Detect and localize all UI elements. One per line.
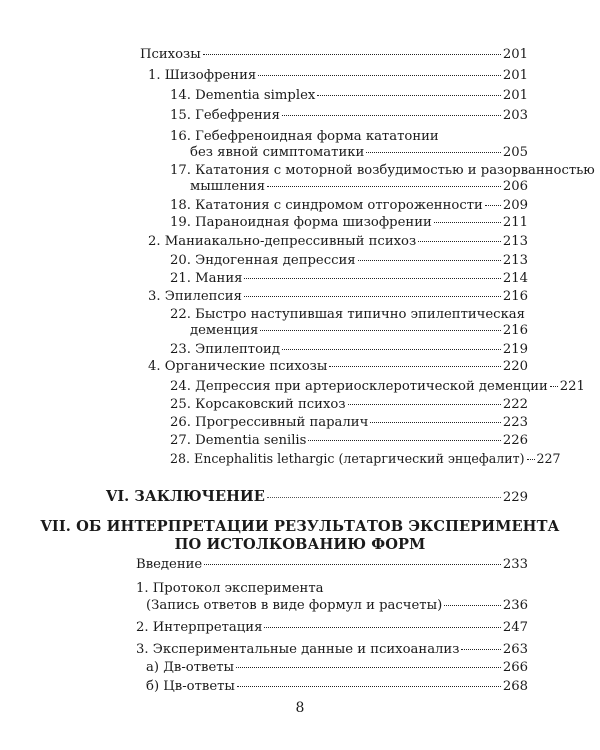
toc-entry-title: 15. Гебефрения xyxy=(170,108,280,123)
toc-entry-title: 24. Депрессия при артериосклеротической деменции xyxy=(170,379,548,394)
toc-entry-page: 211 xyxy=(502,215,528,230)
dot-leader xyxy=(358,259,501,261)
toc-entry-title: 28. Encephalitis lethargic (летаргический энцефалит) xyxy=(170,451,525,466)
toc-entry xyxy=(136,641,528,659)
dot-leader xyxy=(260,329,500,331)
toc-entry-page: 266 xyxy=(502,660,528,675)
toc-entry xyxy=(170,432,528,450)
toc-entry-page: 213 xyxy=(502,253,528,268)
toc-entry-title-cont: деменция xyxy=(190,323,259,338)
toc-entry-title-cont: без явной симптоматики xyxy=(190,145,365,160)
toc-entry xyxy=(170,87,528,105)
toc-entry xyxy=(170,450,561,468)
toc-entry-page: 268 xyxy=(502,679,528,694)
toc-entry-page: 263 xyxy=(502,642,528,657)
toc-entry xyxy=(170,214,528,232)
dot-leader xyxy=(203,53,501,55)
toc-entry-page: 220 xyxy=(502,359,528,374)
toc-entry xyxy=(170,107,528,125)
toc-entry-title: 18. Кататония с синдромом отгороженности xyxy=(170,198,483,213)
toc-entry xyxy=(148,67,528,85)
dot-leader xyxy=(418,240,501,242)
section-7-heading-line1: VII. ОБ ИНТЕРПРЕТАЦИИ РЕЗУЛЬТАТОВ ЭКСПЕРИМЕНТА xyxy=(40,518,560,535)
toc-entry xyxy=(170,252,528,270)
dot-leader xyxy=(461,648,500,650)
toc-entry xyxy=(146,597,528,615)
toc-entry-title: 25. Корсаковский психоз xyxy=(170,397,346,412)
toc-entry-title: 27. Dementia senilis xyxy=(170,433,307,448)
dot-leader xyxy=(282,348,501,350)
toc-entry xyxy=(190,178,528,196)
toc-entry-title: 2. Маниакально-депрессивный психоз xyxy=(148,234,417,249)
toc-entry-title: 1. Протокол эксперимента xyxy=(136,581,324,596)
dot-leader xyxy=(370,421,501,423)
toc-entry xyxy=(190,144,528,162)
toc-entry-page: 222 xyxy=(502,397,528,412)
toc-entry-page: 223 xyxy=(502,415,528,430)
toc-entry-page: 213 xyxy=(502,234,528,249)
dot-leader xyxy=(258,74,501,76)
toc-entry-title: 21. Мания xyxy=(170,271,243,286)
toc-entry-page: 209 xyxy=(502,198,528,213)
toc-entry-title: 14. Dementia simplex xyxy=(170,88,316,103)
toc-entry-title: 20. Эндогенная депрессия xyxy=(170,253,356,268)
dot-leader xyxy=(444,604,501,606)
dot-leader xyxy=(434,221,501,223)
toc-entry-title: 3. Экспериментальные данные и психоанализ xyxy=(136,642,460,657)
toc-entry-title: 17. Кататония с моторной возбудимостью и разорванностью xyxy=(170,163,595,178)
toc-entry-title: Психозы xyxy=(140,47,201,62)
toc-entry xyxy=(136,556,528,574)
toc-entry-title: 26. Прогрессивный паралич xyxy=(170,415,369,430)
toc-entry-title: 23. Эпилептоид xyxy=(170,342,280,357)
toc-entry xyxy=(170,270,528,288)
toc-entry-title-cont: (Запись ответов в виде формул и расчеты) xyxy=(146,598,443,613)
toc-entry-page: 206 xyxy=(502,179,528,194)
toc-entry-title: 22. Быстро наступившая типично эпилептическая xyxy=(170,307,525,322)
dot-leader xyxy=(317,94,501,96)
dot-leader xyxy=(366,151,501,153)
dot-leader xyxy=(236,666,501,668)
dot-leader xyxy=(550,385,558,387)
toc-entry xyxy=(170,396,528,414)
toc-entry-page: 216 xyxy=(502,289,528,304)
toc-entry xyxy=(170,414,528,432)
toc-entry xyxy=(140,46,528,64)
dot-leader xyxy=(267,496,501,498)
toc-entry-page: 201 xyxy=(502,68,528,83)
toc-entry-title: 19. Параноидная форма шизофрении xyxy=(170,215,432,230)
toc-entry-page: 214 xyxy=(502,271,528,286)
dot-leader xyxy=(267,185,501,187)
dot-leader xyxy=(244,295,501,297)
toc-entry xyxy=(148,288,528,306)
section-6-entry xyxy=(106,488,528,507)
toc-entry-page: 227 xyxy=(536,451,561,466)
toc-entry-page: 203 xyxy=(502,108,528,123)
dot-leader xyxy=(237,685,501,687)
toc-entry-title: 4. Органические психозы xyxy=(148,359,328,374)
dot-leader xyxy=(485,204,501,206)
toc-entry-title-cont: мышления xyxy=(190,179,266,194)
toc-entry xyxy=(148,233,528,251)
page-number: 8 xyxy=(295,700,305,716)
toc-entry xyxy=(146,678,528,696)
dot-leader xyxy=(329,365,500,367)
toc-entry-title: 3. Эпилепсия xyxy=(148,289,242,304)
toc-entry-title: а) Дв-ответы xyxy=(146,660,235,675)
toc-entry-title: 2. Интерпретация xyxy=(136,620,263,635)
toc-entry xyxy=(170,197,528,215)
toc-entry-page: 236 xyxy=(502,598,528,613)
toc-entry-page: 226 xyxy=(502,433,528,448)
toc-entry xyxy=(148,358,528,376)
toc-entry-page: 247 xyxy=(502,620,528,635)
toc-entry-page: 201 xyxy=(502,88,528,103)
dot-leader xyxy=(244,277,500,279)
toc-entry-page: 201 xyxy=(502,47,528,62)
toc-entry-page: 221 xyxy=(559,379,585,394)
section-7-heading-line2: ПО ИСТОЛКОВАНИЮ ФОРМ xyxy=(174,536,426,553)
dot-leader xyxy=(204,563,501,565)
toc-entry xyxy=(190,322,528,340)
toc-entry-title: 1. Шизофрения xyxy=(148,68,257,83)
toc-entry xyxy=(146,659,528,677)
toc-entry-page: 233 xyxy=(502,557,528,572)
section-6-title: VI. ЗАКЛЮЧЕНИЕ xyxy=(106,488,265,505)
section-6-page: 229 xyxy=(502,490,528,505)
dot-leader xyxy=(308,439,500,441)
dot-leader xyxy=(348,403,501,405)
dot-leader xyxy=(527,458,535,460)
toc-entry-page: 216 xyxy=(502,323,528,338)
dot-leader xyxy=(282,114,501,116)
dot-leader xyxy=(264,626,500,628)
toc-entry xyxy=(170,378,585,396)
toc-entry xyxy=(170,341,528,359)
toc-entry-page: 205 xyxy=(502,145,528,160)
toc-entry-title: Введение xyxy=(136,557,203,572)
toc-entry xyxy=(136,619,528,637)
toc-entry-page: 219 xyxy=(502,342,528,357)
toc-entry-title: б) Цв-ответы xyxy=(146,679,235,694)
toc-entry-title: 16. Гебефренoидная форма кататонии xyxy=(170,129,439,144)
